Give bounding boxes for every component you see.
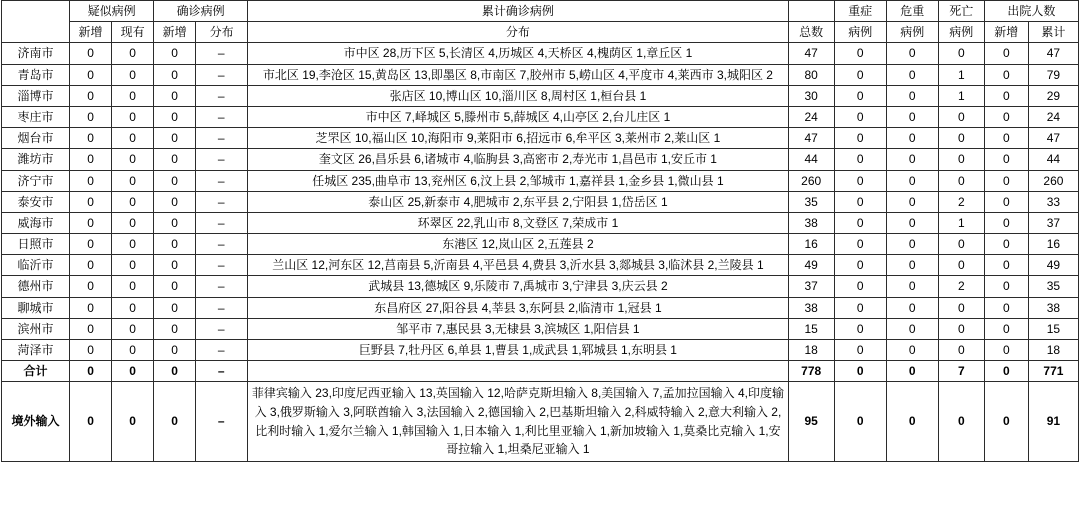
cell-severe: 0 bbox=[834, 43, 886, 64]
cell-cumulative-distribution: 奎文区 26,昌乐县 6,诸城市 4,临朐县 3,高密市 2,寿光市 1,昌邑市 1,安丘市 1 bbox=[248, 149, 788, 170]
cell-death: 0 bbox=[938, 255, 984, 276]
cell-discharged-new: 0 bbox=[984, 212, 1028, 233]
table-row bbox=[2, 85, 1079, 106]
header-row-subs bbox=[2, 22, 1079, 43]
cell-discharged-total: 35 bbox=[1028, 276, 1078, 297]
cell-confirmed-distribution: – bbox=[196, 340, 248, 361]
cell-severe: 0 bbox=[834, 340, 886, 361]
cell-suspected-new: 0 bbox=[70, 276, 112, 297]
cell-cumulative-distribution: 市中区 7,峄城区 5,滕州市 5,薛城区 4,山亭区 2,台儿庄区 1 bbox=[248, 106, 788, 127]
cell-confirmed-new: 0 bbox=[154, 297, 196, 318]
cell-discharged-new: 0 bbox=[984, 276, 1028, 297]
cell-cumulative-distribution: 芝罘区 10,福山区 10,海阳市 9,莱阳市 6,招远市 6,牟平区 3,莱州市 2,莱山区 1 bbox=[248, 128, 788, 149]
cell-suspected-existing: 0 bbox=[112, 106, 154, 127]
cell-discharged-new: 0 bbox=[984, 297, 1028, 318]
row-city-name: 德州市 bbox=[2, 276, 70, 297]
cell-critical: 0 bbox=[886, 255, 938, 276]
cell-critical: 0 bbox=[886, 276, 938, 297]
cell-death: 0 bbox=[938, 318, 984, 339]
table-row bbox=[2, 318, 1079, 339]
cell-suspected-new: 0 bbox=[70, 85, 112, 106]
cell-discharged-total: 49 bbox=[1028, 255, 1078, 276]
table-row bbox=[2, 276, 1079, 297]
cell-confirmed-new: 0 bbox=[154, 43, 196, 64]
cell-severe: 0 bbox=[834, 255, 886, 276]
cell-cumulative-total: 260 bbox=[788, 170, 834, 191]
cell-cumulative-distribution bbox=[248, 361, 788, 382]
header-confirmed-cases: 确诊病例 bbox=[154, 1, 248, 22]
cell-suspected-existing: 0 bbox=[112, 85, 154, 106]
cell-cumulative-distribution: 市北区 19,李沧区 15,黄岛区 13,即墨区 8,市南区 7,胶州市 5,崂山区 4,平度市 4,莱西市 3,城阳区 2 bbox=[248, 64, 788, 85]
row-city-name: 济南市 bbox=[2, 43, 70, 64]
cell-death: 0 bbox=[938, 170, 984, 191]
cell-confirmed-new: 0 bbox=[154, 361, 196, 382]
table-row bbox=[2, 170, 1079, 191]
table-row bbox=[2, 191, 1079, 212]
cell-critical: 0 bbox=[886, 361, 938, 382]
table-row bbox=[2, 340, 1079, 361]
cell-cumulative-distribution: 邹平市 7,惠民县 3,无棣县 3,滨城区 1,阳信县 1 bbox=[248, 318, 788, 339]
cell-death: 0 bbox=[938, 149, 984, 170]
cell-confirmed-new: 0 bbox=[154, 85, 196, 106]
subheader-confirmed-new: 新增 bbox=[154, 22, 196, 43]
cell-critical: 0 bbox=[886, 297, 938, 318]
cell-confirmed-distribution: – bbox=[196, 128, 248, 149]
cell-confirmed-distribution: – bbox=[196, 276, 248, 297]
epidemic-statistics-table bbox=[1, 0, 1079, 462]
cell-death: 1 bbox=[938, 64, 984, 85]
cell-cumulative-distribution: 巨野县 7,牡丹区 6,单县 1,曹县 1,成武县 1,郓城县 1,东明县 1 bbox=[248, 340, 788, 361]
cell-confirmed-new: 0 bbox=[154, 234, 196, 255]
cell-confirmed-new: 0 bbox=[154, 276, 196, 297]
cell-death: 0 bbox=[938, 234, 984, 255]
cell-death: 0 bbox=[938, 106, 984, 127]
cell-cumulative-total: 16 bbox=[788, 234, 834, 255]
cell-critical: 0 bbox=[886, 382, 938, 461]
row-city-name: 潍坊市 bbox=[2, 149, 70, 170]
cell-confirmed-distribution: – bbox=[196, 85, 248, 106]
cell-cumulative-total: 24 bbox=[788, 106, 834, 127]
cell-discharged-new: 0 bbox=[984, 382, 1028, 461]
cell-confirmed-new: 0 bbox=[154, 149, 196, 170]
cell-discharged-new: 0 bbox=[984, 85, 1028, 106]
cell-cumulative-distribution: 武城县 13,德城区 9,乐陵市 7,禹城市 3,宁津县 3,庆云县 2 bbox=[248, 276, 788, 297]
cell-discharged-total: 47 bbox=[1028, 43, 1078, 64]
cell-discharged-total: 44 bbox=[1028, 149, 1078, 170]
cell-suspected-new: 0 bbox=[70, 255, 112, 276]
row-city-name: 泰安市 bbox=[2, 191, 70, 212]
cell-cumulative-total: 35 bbox=[788, 191, 834, 212]
row-city-name: 日照市 bbox=[2, 234, 70, 255]
cell-discharged-new: 0 bbox=[984, 106, 1028, 127]
header-cumulative-confirmed: 累计确诊病例 bbox=[248, 1, 788, 22]
cell-critical: 0 bbox=[886, 85, 938, 106]
cell-confirmed-distribution: – bbox=[196, 318, 248, 339]
cell-cumulative-total: 44 bbox=[788, 149, 834, 170]
cell-confirmed-distribution: – bbox=[196, 106, 248, 127]
cell-critical: 0 bbox=[886, 128, 938, 149]
cell-discharged-new: 0 bbox=[984, 149, 1028, 170]
header-critical: 危重 bbox=[886, 1, 938, 22]
table-row bbox=[2, 128, 1079, 149]
cell-cumulative-distribution: 任城区 235,曲阜市 13,兖州区 6,汶上县 2,邹城市 1,嘉祥县 1,金乡县 1,微山县 1 bbox=[248, 170, 788, 191]
cell-suspected-existing: 0 bbox=[112, 191, 154, 212]
header-death: 死亡 bbox=[938, 1, 984, 22]
cell-suspected-new: 0 bbox=[70, 149, 112, 170]
cell-discharged-total: 15 bbox=[1028, 318, 1078, 339]
cell-severe: 0 bbox=[834, 149, 886, 170]
header-discharged: 出院人数 bbox=[984, 1, 1078, 22]
cell-confirmed-new: 0 bbox=[154, 64, 196, 85]
subheader-severe-case: 病例 bbox=[834, 22, 886, 43]
table-row bbox=[2, 64, 1079, 85]
cell-cumulative-total: 47 bbox=[788, 128, 834, 149]
cell-cumulative-distribution: 市中区 28,历下区 5,长清区 4,历城区 4,天桥区 4,槐荫区 1,章丘区 1 bbox=[248, 43, 788, 64]
cell-death: 7 bbox=[938, 361, 984, 382]
cell-suspected-existing: 0 bbox=[112, 234, 154, 255]
cell-confirmed-new: 0 bbox=[154, 382, 196, 461]
cell-suspected-existing: 0 bbox=[112, 382, 154, 461]
cell-suspected-existing: 0 bbox=[112, 170, 154, 191]
cell-death: 1 bbox=[938, 212, 984, 233]
cell-discharged-new: 0 bbox=[984, 191, 1028, 212]
cell-confirmed-distribution: – bbox=[196, 43, 248, 64]
table-row-total bbox=[2, 361, 1079, 382]
cell-discharged-new: 0 bbox=[984, 318, 1028, 339]
cell-death: 0 bbox=[938, 297, 984, 318]
cell-confirmed-distribution: – bbox=[196, 234, 248, 255]
subheader-critical-case: 病例 bbox=[886, 22, 938, 43]
cell-discharged-new: 0 bbox=[984, 128, 1028, 149]
cell-severe: 0 bbox=[834, 85, 886, 106]
cell-discharged-total: 18 bbox=[1028, 340, 1078, 361]
cell-discharged-new: 0 bbox=[984, 340, 1028, 361]
row-city-name: 济宁市 bbox=[2, 170, 70, 191]
cell-cumulative-total: 49 bbox=[788, 255, 834, 276]
header-suspected-cases: 疑似病例 bbox=[70, 1, 154, 22]
cell-discharged-new: 0 bbox=[984, 361, 1028, 382]
cell-cumulative-distribution: 东昌府区 27,阳谷县 4,莘县 3,东阿县 2,临清市 1,冠县 1 bbox=[248, 297, 788, 318]
subheader-suspected-new: 新增 bbox=[70, 22, 112, 43]
row-city-name: 青岛市 bbox=[2, 64, 70, 85]
cell-critical: 0 bbox=[886, 191, 938, 212]
cell-suspected-new: 0 bbox=[70, 191, 112, 212]
cell-confirmed-distribution: – bbox=[196, 382, 248, 461]
cell-suspected-existing: 0 bbox=[112, 43, 154, 64]
cell-suspected-new: 0 bbox=[70, 297, 112, 318]
cell-suspected-new: 0 bbox=[70, 64, 112, 85]
row-total-label: 合计 bbox=[2, 361, 70, 382]
cell-discharged-total: 260 bbox=[1028, 170, 1078, 191]
subheader-cumulative-total: 总数 bbox=[788, 22, 834, 43]
cell-cumulative-total: 38 bbox=[788, 212, 834, 233]
cell-discharged-new: 0 bbox=[984, 43, 1028, 64]
row-overseas-label: 境外输入 bbox=[2, 382, 70, 461]
cell-cumulative-distribution: 张店区 10,博山区 10,淄川区 8,周村区 1,桓台县 1 bbox=[248, 85, 788, 106]
cell-suspected-new: 0 bbox=[70, 212, 112, 233]
cell-suspected-existing: 0 bbox=[112, 255, 154, 276]
cell-suspected-new: 0 bbox=[70, 361, 112, 382]
cell-cumulative-total: 778 bbox=[788, 361, 834, 382]
cell-cumulative-total: 80 bbox=[788, 64, 834, 85]
row-city-name: 枣庄市 bbox=[2, 106, 70, 127]
cell-critical: 0 bbox=[886, 340, 938, 361]
cell-suspected-new: 0 bbox=[70, 106, 112, 127]
cell-cumulative-total: 18 bbox=[788, 340, 834, 361]
cell-confirmed-new: 0 bbox=[154, 106, 196, 127]
cell-discharged-new: 0 bbox=[984, 234, 1028, 255]
header-corner-blank bbox=[2, 1, 70, 43]
table-row bbox=[2, 297, 1079, 318]
table-row bbox=[2, 234, 1079, 255]
cell-suspected-existing: 0 bbox=[112, 149, 154, 170]
cell-critical: 0 bbox=[886, 149, 938, 170]
cell-suspected-new: 0 bbox=[70, 170, 112, 191]
cell-critical: 0 bbox=[886, 106, 938, 127]
cell-suspected-new: 0 bbox=[70, 318, 112, 339]
cell-death: 0 bbox=[938, 340, 984, 361]
cell-discharged-total: 47 bbox=[1028, 128, 1078, 149]
cell-suspected-existing: 0 bbox=[112, 276, 154, 297]
table-row bbox=[2, 255, 1079, 276]
cell-discharged-total: 38 bbox=[1028, 297, 1078, 318]
cell-cumulative-total: 47 bbox=[788, 43, 834, 64]
cell-death: 1 bbox=[938, 85, 984, 106]
cell-suspected-new: 0 bbox=[70, 43, 112, 64]
row-city-name: 菏泽市 bbox=[2, 340, 70, 361]
cell-confirmed-new: 0 bbox=[154, 318, 196, 339]
cell-critical: 0 bbox=[886, 318, 938, 339]
cell-severe: 0 bbox=[834, 106, 886, 127]
cell-discharged-total: 771 bbox=[1028, 361, 1078, 382]
cell-suspected-existing: 0 bbox=[112, 297, 154, 318]
cell-suspected-existing: 0 bbox=[112, 340, 154, 361]
cell-death: 0 bbox=[938, 382, 984, 461]
cell-confirmed-distribution: – bbox=[196, 149, 248, 170]
cell-severe: 0 bbox=[834, 170, 886, 191]
cell-confirmed-new: 0 bbox=[154, 191, 196, 212]
cell-confirmed-distribution: – bbox=[196, 64, 248, 85]
cell-critical: 0 bbox=[886, 43, 938, 64]
cell-death: 2 bbox=[938, 191, 984, 212]
cell-suspected-new: 0 bbox=[70, 340, 112, 361]
cell-suspected-new: 0 bbox=[70, 382, 112, 461]
cell-severe: 0 bbox=[834, 234, 886, 255]
cell-severe: 0 bbox=[834, 64, 886, 85]
table-header bbox=[2, 1, 1079, 43]
table-row bbox=[2, 43, 1079, 64]
cell-suspected-existing: 0 bbox=[112, 212, 154, 233]
header-row-groups bbox=[2, 1, 1079, 22]
cell-suspected-new: 0 bbox=[70, 128, 112, 149]
cell-cumulative-total: 95 bbox=[788, 382, 834, 461]
header-cumulative-confirmed-spacer bbox=[788, 1, 834, 22]
cell-cumulative-distribution: 菲律宾输入 23,印度尼西亚输入 13,英国输入 12,哈萨克斯坦输入 8,美国输入 7,孟加拉国输入 4,印度输入 3,俄罗斯输入 3,阿联酋输入 3,法国输入 2,德国输入 2,巴基斯坦输入 2,科威特输入 2,意大利输入 2,比利时输入 1,爱尔兰输入 1,韩国输入 1,日本输入 1,利比里亚输入 1,新加坡输入 1,莫桑比克输入 1,安哥拉输入 1,坦桑尼亚输入 1 bbox=[248, 382, 788, 461]
table-row bbox=[2, 106, 1079, 127]
cell-suspected-existing: 0 bbox=[112, 128, 154, 149]
cell-confirmed-distribution: – bbox=[196, 255, 248, 276]
subheader-suspected-existing: 现有 bbox=[112, 22, 154, 43]
cell-cumulative-total: 38 bbox=[788, 297, 834, 318]
row-city-name: 威海市 bbox=[2, 212, 70, 233]
cell-cumulative-distribution: 兰山区 12,河东区 12,莒南县 5,沂南县 4,平邑县 4,费县 3,沂水县 3,郯城县 3,临沭县 2,兰陵县 1 bbox=[248, 255, 788, 276]
cell-severe: 0 bbox=[834, 297, 886, 318]
cell-discharged-total: 79 bbox=[1028, 64, 1078, 85]
table-row-overseas-imported bbox=[2, 382, 1079, 461]
cell-discharged-total: 24 bbox=[1028, 106, 1078, 127]
row-city-name: 淄博市 bbox=[2, 85, 70, 106]
cell-critical: 0 bbox=[886, 212, 938, 233]
cell-severe: 0 bbox=[834, 212, 886, 233]
subheader-confirmed-distribution: 分布 bbox=[196, 22, 248, 43]
cell-severe: 0 bbox=[834, 382, 886, 461]
cell-confirmed-new: 0 bbox=[154, 212, 196, 233]
cell-confirmed-new: 0 bbox=[154, 128, 196, 149]
cell-confirmed-distribution: – bbox=[196, 191, 248, 212]
cell-cumulative-distribution: 泰山区 25,新泰市 4,肥城市 2,东平县 2,宁阳县 1,岱岳区 1 bbox=[248, 191, 788, 212]
cell-severe: 0 bbox=[834, 361, 886, 382]
subheader-discharged-new: 新增 bbox=[984, 22, 1028, 43]
cell-discharged-total: 29 bbox=[1028, 85, 1078, 106]
cell-cumulative-total: 37 bbox=[788, 276, 834, 297]
cell-suspected-existing: 0 bbox=[112, 361, 154, 382]
row-city-name: 烟台市 bbox=[2, 128, 70, 149]
cell-confirmed-new: 0 bbox=[154, 255, 196, 276]
cell-critical: 0 bbox=[886, 170, 938, 191]
row-city-name: 滨州市 bbox=[2, 318, 70, 339]
cell-cumulative-total: 30 bbox=[788, 85, 834, 106]
header-severe: 重症 bbox=[834, 1, 886, 22]
cell-confirmed-distribution: – bbox=[196, 297, 248, 318]
cell-severe: 0 bbox=[834, 276, 886, 297]
table-row bbox=[2, 212, 1079, 233]
cell-death: 0 bbox=[938, 43, 984, 64]
cell-severe: 0 bbox=[834, 318, 886, 339]
cell-discharged-total: 91 bbox=[1028, 382, 1078, 461]
cell-confirmed-new: 0 bbox=[154, 340, 196, 361]
cell-confirmed-distribution: – bbox=[196, 361, 248, 382]
subheader-death-case: 病例 bbox=[938, 22, 984, 43]
cell-confirmed-distribution: – bbox=[196, 170, 248, 191]
cell-cumulative-distribution: 东港区 12,岚山区 2,五莲县 2 bbox=[248, 234, 788, 255]
cell-suspected-existing: 0 bbox=[112, 318, 154, 339]
cell-discharged-new: 0 bbox=[984, 255, 1028, 276]
cell-confirmed-distribution: – bbox=[196, 212, 248, 233]
cell-severe: 0 bbox=[834, 191, 886, 212]
table-body bbox=[2, 43, 1079, 461]
cell-death: 0 bbox=[938, 128, 984, 149]
cell-critical: 0 bbox=[886, 64, 938, 85]
subheader-discharged-cumulative: 累计 bbox=[1028, 22, 1078, 43]
cell-critical: 0 bbox=[886, 234, 938, 255]
cell-cumulative-total: 15 bbox=[788, 318, 834, 339]
row-city-name: 临沂市 bbox=[2, 255, 70, 276]
cell-discharged-new: 0 bbox=[984, 170, 1028, 191]
table-row bbox=[2, 149, 1079, 170]
cell-severe: 0 bbox=[834, 128, 886, 149]
cell-cumulative-distribution: 环翠区 22,乳山市 8,文登区 7,荣成市 1 bbox=[248, 212, 788, 233]
cell-discharged-total: 37 bbox=[1028, 212, 1078, 233]
cell-death: 2 bbox=[938, 276, 984, 297]
cell-discharged-total: 33 bbox=[1028, 191, 1078, 212]
cell-discharged-total: 16 bbox=[1028, 234, 1078, 255]
subheader-cumulative-distribution: 分布 bbox=[248, 22, 788, 43]
cell-suspected-existing: 0 bbox=[112, 64, 154, 85]
cell-suspected-new: 0 bbox=[70, 234, 112, 255]
cell-discharged-new: 0 bbox=[984, 64, 1028, 85]
cell-confirmed-new: 0 bbox=[154, 170, 196, 191]
row-city-name: 聊城市 bbox=[2, 297, 70, 318]
